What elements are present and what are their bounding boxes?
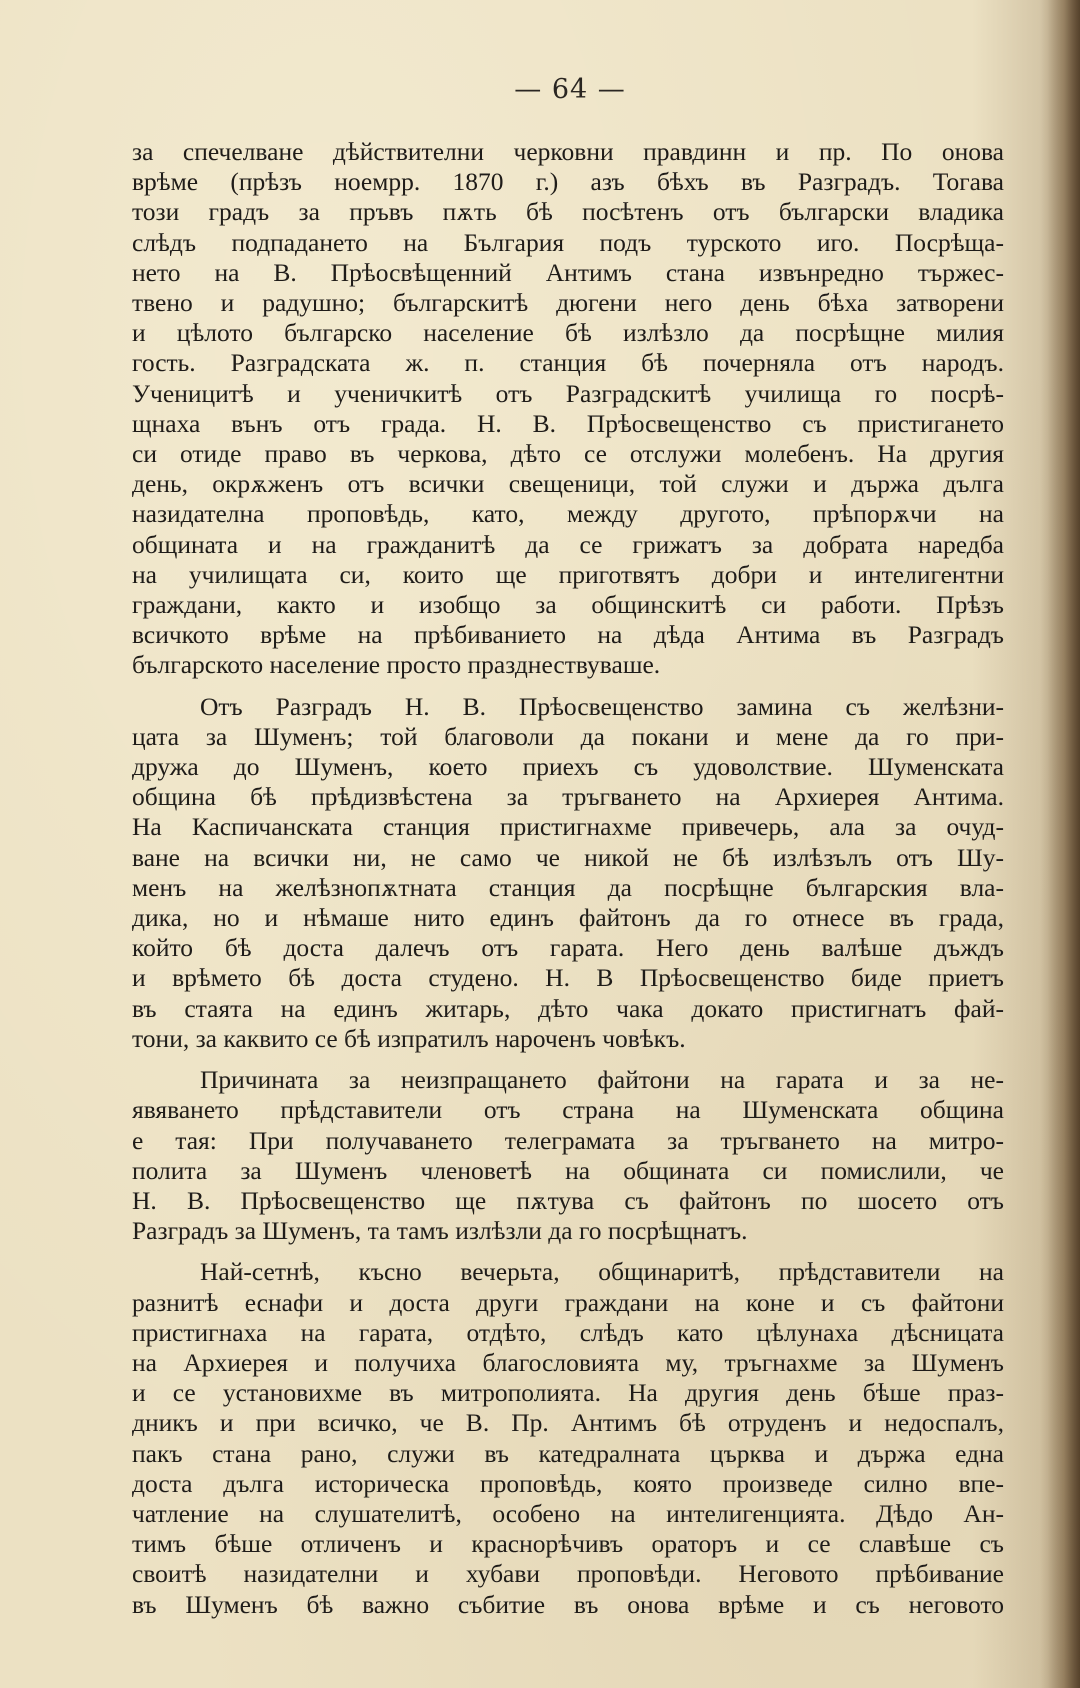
text-line: Н. В. Прѣосвещенство ще пѫтува съ файтонъ по шосето отъ <box>132 1185 1004 1215</box>
text-line: българското население просто празднествуваше. <box>132 650 661 680</box>
text-line: Отъ Разградъ Н. В. Прѣосвещенство замина съ желѣзни- <box>200 691 1004 721</box>
text-line: на училищата си, които ще приготвятъ добри и интелигентни <box>132 559 1004 589</box>
text-line: Причината за неизпращането файтони на гарата и за не- <box>200 1065 1004 1095</box>
text-line: полита за Шуменъ членоветѣ на общината си помислили, че <box>132 1155 1004 1185</box>
text-line: твено и радушно; българскитѣ дюгени него день бѣха затворени <box>132 288 1004 318</box>
text-line: явяването прѣдставители отъ страна на Шуменската община <box>132 1095 1004 1125</box>
text-line: който бѣ доста далечъ отъ гарата. Него день валѣше дъждъ <box>132 933 1004 963</box>
text-line: назидателна проповѣдь, като, между другото, прѣпорѫчи на <box>132 499 1004 529</box>
text-line: за спечелване дѣйствителни черковни правдинн и пр. По онова <box>132 137 1004 166</box>
paragraph-3 <box>132 1065 1004 1246</box>
text-line: Разградъ за Шуменъ, та тамъ излѣзли да го посрѣщнатъ. <box>132 1216 748 1246</box>
text-line: пристигнаха на гарата, отдѣто, слѣдъ като цѣлунаха дѣсницата <box>132 1317 1004 1347</box>
text-line: щнаха вънъ отъ града. Н. В. Прѣосвещенство съ пристигането <box>132 408 1004 438</box>
page-edge-shadow <box>1040 0 1080 1688</box>
text-line: всичкото врѣме на прѣбиванието на дѣда Антима въ Разградъ <box>132 620 1004 650</box>
text-line: разнитѣ еснафи и доста други граждани на коне и съ файтони <box>132 1287 1004 1317</box>
text-line: ване на всички ни, не само че никой не бѣ излѣзълъ отъ Шу- <box>132 842 1004 872</box>
text-line: нето на В. Прѣосвѣщенний Антимъ стана извънредно тържес- <box>132 257 1004 287</box>
text-line: гость. Разградската ж. п. станция бѣ почерняла отъ народъ. <box>132 348 1004 378</box>
text-line: дникъ и при всичко, че В. Пр. Антимъ бѣ отруденъ и недоспалъ, <box>132 1408 1004 1438</box>
text-line: тони, за каквито се бѣ изпратилъ нароченъ човѣкъ. <box>132 1023 686 1053</box>
text-line: На Каспичанската станция пристигнахме привечерь, ала за очуд- <box>132 812 1004 842</box>
text-line: день, окрѫженъ отъ всички свещеници, той служи и държа дълга <box>132 469 1004 499</box>
text-line: граждани, както и изобщо за общинскитѣ си работи. Прѣзъ <box>132 590 1004 620</box>
text-line: е тая: При получаването телеграмата за тръгването на митро- <box>132 1125 1004 1155</box>
text-line: въ Шуменъ бѣ важно събитие въ онова врѣме и съ неговото <box>132 1589 1004 1619</box>
text-line: и врѣмето бѣ доста студено. Н. В Прѣосвещенство биде приетъ <box>132 963 1004 993</box>
text-line: въ стаята на единъ житарь, дѣто чака докато пристигнатъ фай- <box>132 993 1004 1023</box>
text-line: своитѣ назидателни и хубави проповѣди. Неговото прѣбивание <box>132 1559 1004 1589</box>
text-line: и се установихме въ митрополията. На другия день бѣше праз- <box>132 1378 1004 1408</box>
text-line: слѣдъ подпадането на България подъ турското иго. Посрѣща- <box>132 227 1004 257</box>
paragraph-1 <box>132 137 1004 681</box>
text-line: доста дълга историческа проповѣдь, която произведе силно впе- <box>132 1468 1004 1498</box>
paragraph-2 <box>132 692 1004 1054</box>
text-line: община бѣ прѣдизвѣстена за тръгването на Архиерея Антима. <box>132 782 1004 812</box>
text-line: и цѣлото българско население бѣ излѣзло да посрѣщне милия <box>132 318 1004 348</box>
text-line: Най-сетнѣ, късно вечерьта, общинаритѣ, прѣдставители на <box>200 1257 1004 1287</box>
text-line: на Архиерея и получиха благословията му, тръгнахме за Шуменъ <box>132 1347 1004 1377</box>
text-line: дика, но и нѣмаше нито единъ файтонъ да го отнесе въ града, <box>132 903 1004 933</box>
text-line: врѣме (прѣзъ ноемрр. 1870 г.) азъ бѣхъ въ Разградъ. Тогава <box>132 167 1004 197</box>
page-number: — 64 — <box>514 74 626 105</box>
text-line: чатление на слушателитѣ, особено на интелигенцията. Дѣдо Ан- <box>132 1498 1004 1528</box>
text-line: този градъ за пръвъ пѫть бѣ посѣтенъ отъ български владика <box>132 197 1004 227</box>
text-line: менъ на желѣзнопѫтната станция да посрѣщне българския вла- <box>132 872 1004 902</box>
text-line: пакъ стана рано, служи въ катедралната църква и държа една <box>132 1438 1004 1468</box>
text-line: общината и на гражданитѣ да се грижатъ за добрата наредба <box>132 529 1004 559</box>
text-line: Ученицитѣ и ученичкитѣ отъ Разградскитѣ училища го посрѣ- <box>132 378 1004 408</box>
text-line: дружа до Шуменъ, което приехъ съ удоволствие. Шуменската <box>132 752 1004 782</box>
text-line: тимъ бѣше отличенъ и краснорѣчивъ ораторъ и се славѣше съ <box>132 1529 1004 1559</box>
body-text <box>132 137 1004 1620</box>
paragraph-4 <box>132 1257 1004 1619</box>
text-line: си отиде право въ черкова, дѣто се отслужи молебенъ. На другия <box>132 439 1004 469</box>
text-line: цата за Шуменъ; той благоволи да покани и мене да го при- <box>132 721 1004 751</box>
